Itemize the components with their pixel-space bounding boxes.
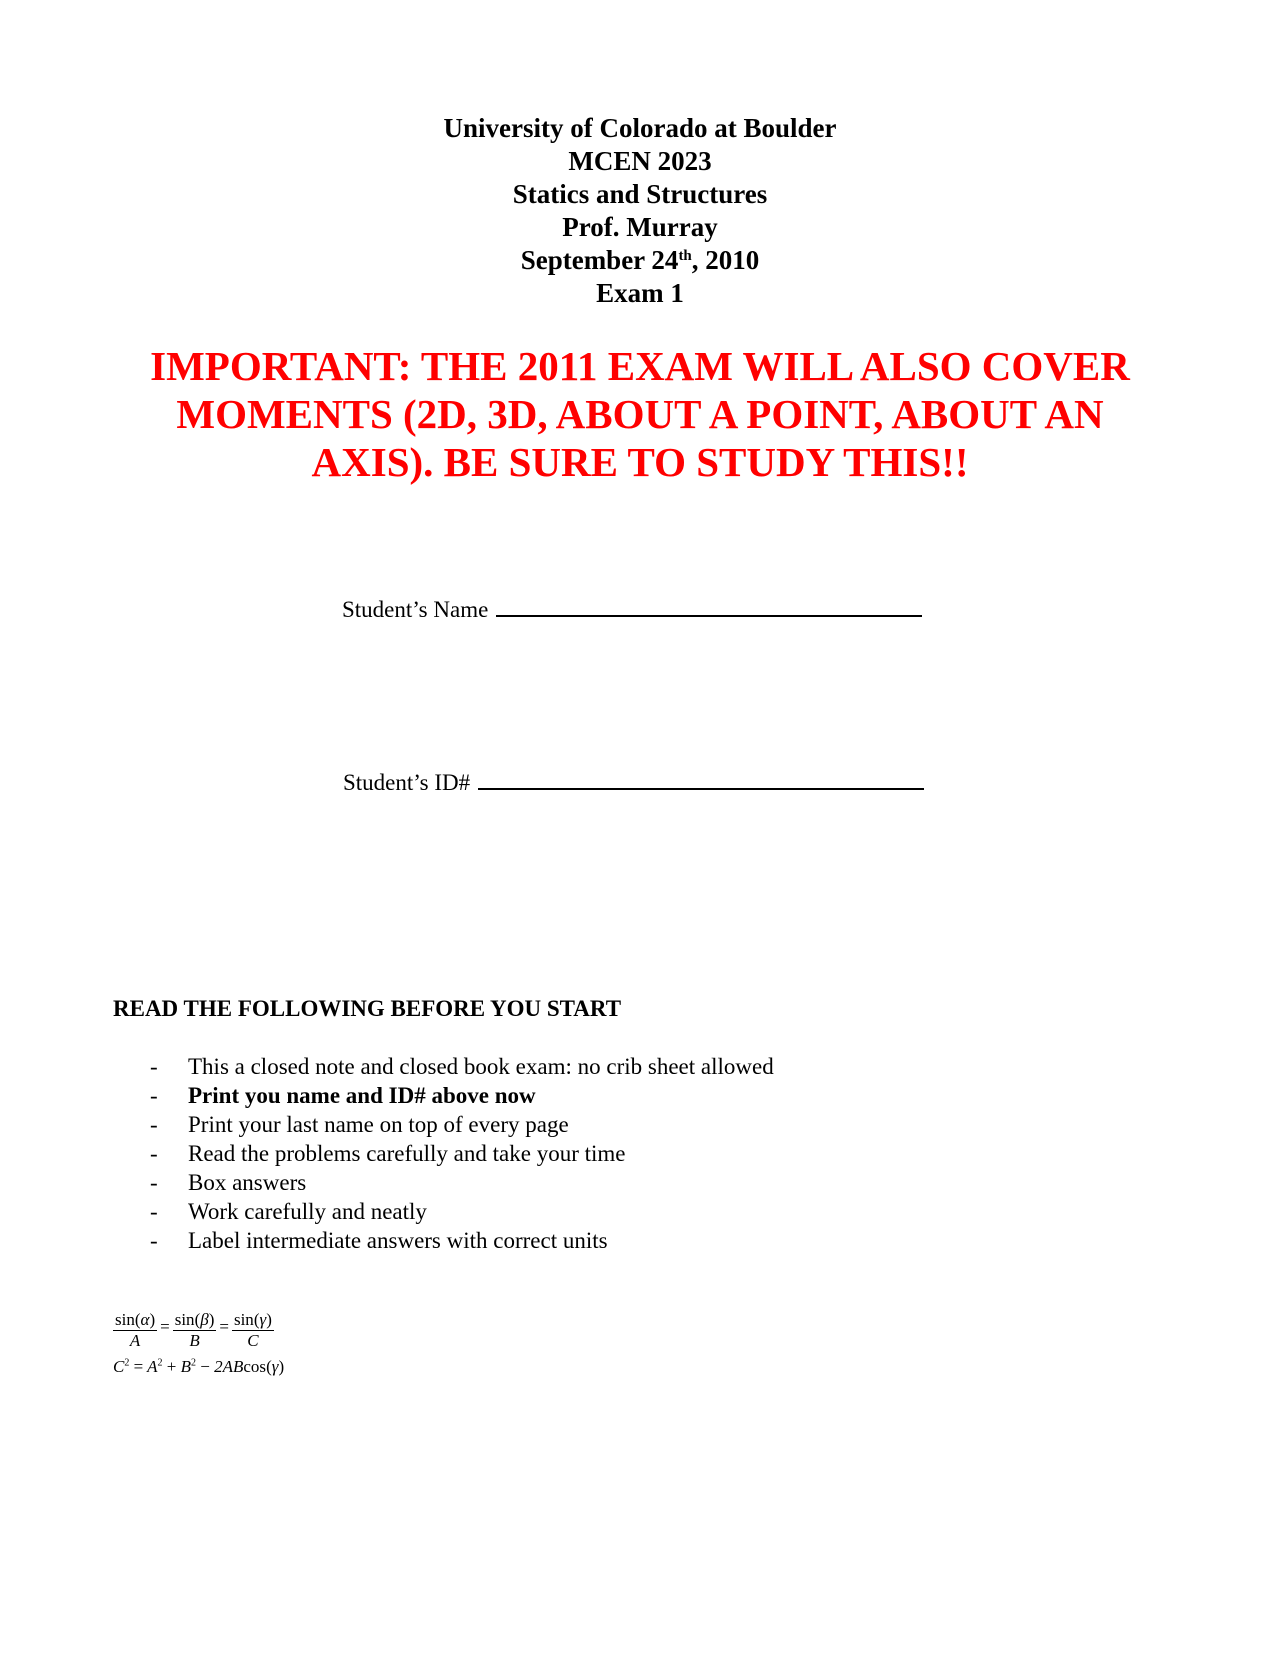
gamma-symbol: γ	[259, 1310, 267, 1329]
course-subject: Statics and Structures	[512, 179, 768, 209]
notice-line-3: AXIS). BE SURE TO STUDY THIS!!	[311, 439, 969, 485]
exponent: 2	[191, 1357, 197, 1369]
instruction-text: Label intermediate answers with correct units	[188, 1228, 608, 1253]
student-id-field	[343, 766, 924, 796]
instruction-text: Box answers	[188, 1170, 307, 1195]
instruction-text: Print your last name on top of every page	[188, 1112, 569, 1137]
list-bullet: -	[150, 1054, 158, 1079]
list-item	[150, 1226, 774, 1255]
exponent: 2	[157, 1357, 163, 1369]
alpha-symbol: α	[140, 1310, 150, 1329]
exam-header	[0, 112, 1280, 310]
student-name-blank[interactable]	[496, 593, 922, 617]
important-notice	[120, 342, 1160, 486]
side-c: C	[247, 1331, 259, 1350]
beta-symbol: β	[200, 1310, 209, 1329]
law-of-cosines: $C^2 = A^2 + B^2 - 2ABcos(\gamma)$	[113, 1357, 285, 1376]
student-id-label: Student’s ID#	[343, 770, 471, 795]
side-a: A	[129, 1331, 141, 1350]
exam-title: Exam 1	[596, 278, 684, 308]
list-item	[150, 1139, 774, 1168]
student-name-label: Student’s Name	[342, 597, 489, 622]
formula-block	[113, 1310, 284, 1377]
professor-name: Prof. Murray	[562, 212, 718, 242]
rhs-b: B	[180, 1357, 192, 1376]
instruction-text: This a closed note and closed book exam: no crib sheet allowed	[188, 1054, 774, 1079]
exam-date-ordinal: th	[678, 248, 692, 264]
sine-ratio-c: $\frac{\sin(\gamma)}{C}$	[233, 1310, 272, 1350]
list-item	[150, 1110, 774, 1139]
list-item	[150, 1052, 774, 1081]
exam-date-suffix: , 2010	[691, 245, 760, 275]
notice-line-1: IMPORTANT: THE 2011 EXAM WILL ALSO COVER	[150, 343, 1130, 389]
rhs-a: A	[147, 1357, 158, 1376]
list-item	[150, 1168, 774, 1197]
exam-date	[0, 244, 1280, 277]
list-bullet: -	[150, 1199, 158, 1224]
student-id-blank[interactable]	[478, 766, 924, 790]
gamma-symbol: γ	[271, 1357, 279, 1376]
sin-text: sin	[174, 1310, 195, 1329]
instruction-text: Work carefully and neatly	[188, 1199, 427, 1224]
list-bullet: -	[150, 1141, 158, 1166]
instructions-heading: READ THE FOLLOWING BEFORE YOU START	[113, 996, 622, 1021]
list-item	[150, 1081, 774, 1110]
equals-sign: =	[133, 1357, 144, 1376]
list-bullet: -	[150, 1170, 158, 1195]
exam-date-prefix: September 24	[520, 245, 679, 275]
equals-sign: =	[160, 1316, 170, 1336]
side-b: B	[189, 1331, 200, 1350]
sin-text: sin	[115, 1310, 135, 1329]
sine-ratio-a: $\frac{\sin(\alpha)}{A}$	[115, 1310, 156, 1350]
law-of-sines	[113, 1310, 284, 1351]
sine-ratio-b: $\frac{\sin(\beta)}{B}$	[174, 1310, 215, 1350]
sin-text: sin	[233, 1310, 254, 1329]
university-name: University of Colorado at Boulder	[443, 113, 837, 143]
exponent: 2	[124, 1357, 130, 1369]
list-bullet: -	[150, 1112, 158, 1137]
student-name-field	[342, 593, 922, 623]
list-bullet: -	[150, 1228, 158, 1253]
equals-sign: =	[219, 1316, 229, 1336]
instruction-text: Print you name and ID# above now	[188, 1083, 536, 1108]
cos-text: cos	[243, 1357, 267, 1376]
lhs-c: C	[113, 1357, 125, 1376]
notice-line-2: MOMENTS (2D, 3D, ABOUT A POINT, ABOUT AN	[176, 391, 1104, 437]
instructions-list	[150, 1052, 774, 1255]
instruction-text: Read the problems carefully and take your time	[188, 1141, 626, 1166]
course-code: MCEN 2023	[568, 146, 712, 176]
rhs-term: 2AB	[214, 1357, 244, 1376]
list-item	[150, 1197, 774, 1226]
list-bullet: -	[150, 1083, 158, 1108]
